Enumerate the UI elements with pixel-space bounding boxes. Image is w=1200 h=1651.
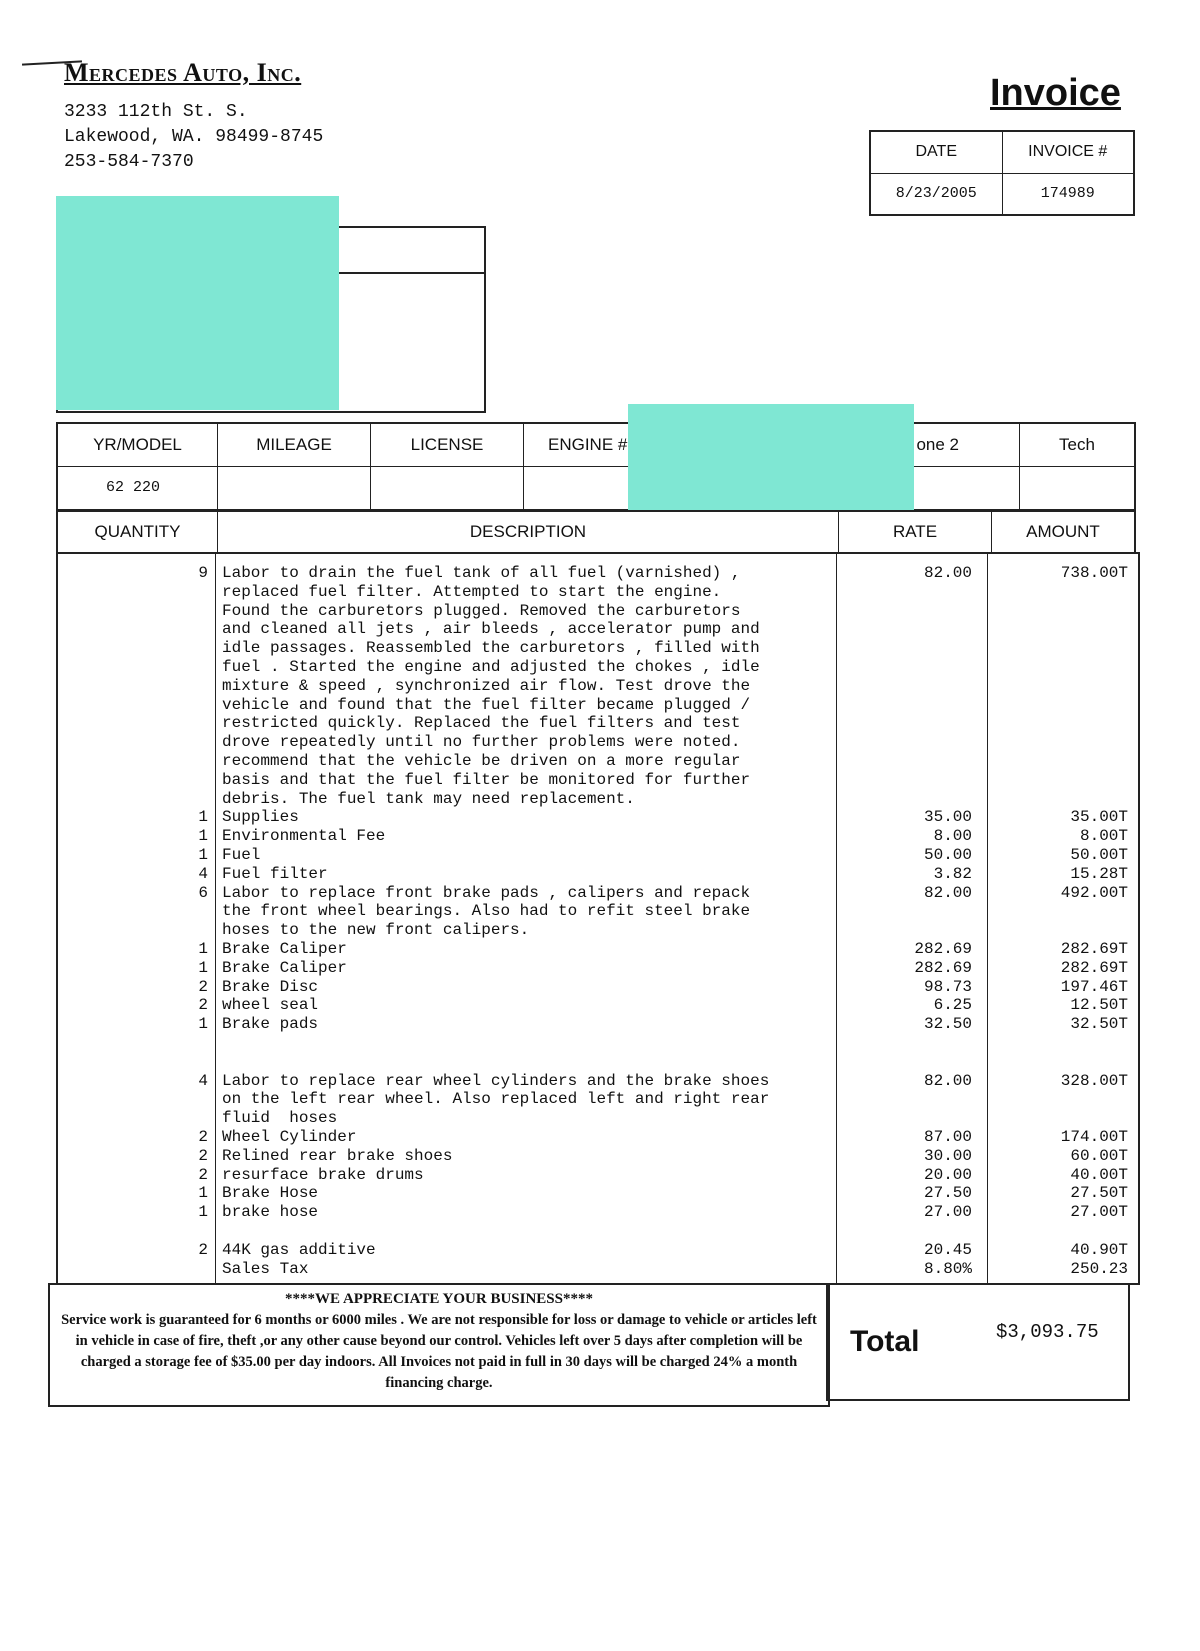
item-amount: 174.00T xyxy=(1060,1128,1128,1146)
date-label: DATE xyxy=(870,131,1002,173)
item-quantity: 2 xyxy=(198,1146,208,1165)
invoice-date: 8/23/2005 xyxy=(870,173,1002,215)
item-amount: 8.00T xyxy=(1079,827,1128,846)
item-description: Supplies xyxy=(222,808,299,827)
item-amount: 197.46T xyxy=(1060,977,1128,996)
item-description: Labor to replace rear wheel cylinders and the brake shoes on the left rear wheel. Also replaced left and right rear fluid hoses xyxy=(222,1071,770,1128)
item-quantity: 9 xyxy=(198,564,208,582)
item-quantity: 1 xyxy=(198,1184,208,1203)
vehicle-info-table xyxy=(56,422,1136,511)
item-rate: 3.82 xyxy=(933,864,972,883)
item-rate: 82.00 xyxy=(923,883,972,902)
vehicle-yr-model-value: 62 220 xyxy=(57,466,218,510)
address-line-1: 3233 112th St. S. xyxy=(64,102,248,122)
item-description: Brake Disc xyxy=(222,977,319,996)
address-line-2: Lakewood, WA. 98499-8745 xyxy=(64,127,324,147)
total-box xyxy=(826,1283,1130,1401)
item-rate: 30.00 xyxy=(923,1146,972,1165)
item-amount: 282.69T xyxy=(1060,958,1128,977)
item-amount: 27.00T xyxy=(1070,1203,1128,1222)
item-amount: 250.23 xyxy=(1070,1259,1128,1278)
vehicle-header-engine: ENGINE # xyxy=(524,423,700,466)
item-description: Brake Caliper xyxy=(222,940,347,958)
item-description: Brake pads xyxy=(222,1015,319,1034)
item-description: Labor to drain the fuel tank of all fuel (varnished) , replaced fuel filter. Attempted to start the engine. Found the carburetors plugged. Removed the carburetors and cleaned all jets , air bleeds , accelerator pump and idle passages. Reassembled the carburetors , filled with fuel . Started the engine and adjusted the chokes , idle mixture & speed , synchronized air flow. Test drove the vehicle and found that the fuel filter became plugged / restricted quickly. Replaced the fuel filters and test drove repeatedly until no further problems were noted. recommend that the vehicle be driven on a more regular basis and that the fuel filter be monitored for further debris. The fuel tank may need replacement. xyxy=(222,564,760,808)
invoice-number: 174989 xyxy=(1002,173,1134,215)
total-label: Total xyxy=(850,1325,920,1358)
item-rate: 82.00 xyxy=(923,1071,972,1090)
item-quantity: 1 xyxy=(198,940,208,958)
item-rate: 20.45 xyxy=(923,1240,972,1259)
thanks-message: ****WE APPRECIATE YOUR BUSINESS**** xyxy=(285,1291,593,1307)
item-description: Fuel filter xyxy=(222,864,328,883)
item-rate: 8.80% xyxy=(923,1259,972,1278)
item-description: Environmental Fee xyxy=(222,827,386,846)
invoice-date-number-table xyxy=(869,130,1135,216)
item-quantity: 4 xyxy=(198,864,208,883)
item-description: Wheel Cylinder xyxy=(222,1128,357,1146)
item-amount: 60.00T xyxy=(1070,1146,1128,1165)
column-divider xyxy=(215,554,216,1283)
item-amount: 40.00T xyxy=(1070,1165,1128,1184)
item-description: Relined rear brake shoes xyxy=(222,1146,453,1165)
item-rate: 27.50 xyxy=(923,1184,972,1203)
item-quantity: 2 xyxy=(198,1128,208,1146)
invoice-title: Invoice xyxy=(990,72,1121,114)
item-amount: 35.00T xyxy=(1070,808,1128,827)
items-header xyxy=(56,510,1136,554)
header-description: DESCRIPTION xyxy=(218,511,839,553)
item-description: Brake Hose xyxy=(222,1184,319,1203)
item-quantity: 1 xyxy=(198,808,208,827)
redaction-block xyxy=(628,404,914,512)
vehicle-header-mileage: MILEAGE xyxy=(218,423,371,466)
header-quantity: QUANTITY xyxy=(57,511,218,553)
item-quantity: 1 xyxy=(198,827,208,846)
item-rate: 6.25 xyxy=(933,996,972,1015)
item-amount: 492.00T xyxy=(1060,883,1128,902)
item-quantity: 1 xyxy=(198,846,208,864)
item-description: 44K gas additive xyxy=(222,1240,376,1259)
header-rate: RATE xyxy=(839,511,992,553)
company-name: Mercedes Auto, Inc. xyxy=(64,58,302,87)
vehicle-header-phone-2: one 2 xyxy=(700,423,1020,466)
vehicle-header-yr-model: YR/MODEL xyxy=(57,423,218,466)
item-rate: 50.00 xyxy=(923,846,972,864)
item-amount: 15.28T xyxy=(1070,864,1128,883)
item-rate: 8.00 xyxy=(933,827,972,846)
redaction-block xyxy=(56,196,339,410)
item-rate: 87.00 xyxy=(923,1128,972,1146)
item-description: Brake Caliper xyxy=(222,958,347,977)
total-value: $3,093.75 xyxy=(996,1321,1099,1343)
company-phone: 253-584-7370 xyxy=(64,152,194,172)
item-quantity: 4 xyxy=(198,1071,208,1090)
item-description: Sales Tax xyxy=(222,1259,309,1278)
company-address xyxy=(64,100,323,175)
item-rate: 282.69 xyxy=(914,958,972,977)
item-amount: 12.50T xyxy=(1070,996,1128,1015)
invoice-number-label: INVOICE # xyxy=(1002,131,1134,173)
item-description: resurface brake drums xyxy=(222,1165,424,1184)
item-quantity: 2 xyxy=(198,1240,208,1259)
vehicle-tech-value xyxy=(1020,466,1136,510)
item-rate: 27.00 xyxy=(923,1203,972,1222)
item-quantity: 1 xyxy=(198,1203,208,1222)
item-description: wheel seal xyxy=(222,996,319,1015)
item-quantity: 2 xyxy=(198,996,208,1015)
item-quantity: 1 xyxy=(198,958,208,977)
vehicle-license-value xyxy=(371,466,524,510)
item-description: Fuel xyxy=(222,846,261,864)
item-rate: 35.00 xyxy=(923,808,972,827)
vehicle-mileage-value xyxy=(218,466,371,510)
item-quantity: 1 xyxy=(198,1015,208,1034)
vehicle-header-tech: Tech xyxy=(1020,423,1136,466)
item-amount: 32.50T xyxy=(1070,1015,1128,1034)
item-rate: 20.00 xyxy=(923,1165,972,1184)
item-rate: 32.50 xyxy=(923,1015,972,1034)
header-amount: AMOUNT xyxy=(992,511,1136,553)
item-rate: 82.00 xyxy=(923,564,972,582)
item-quantity: 2 xyxy=(198,977,208,996)
item-amount: 328.00T xyxy=(1060,1071,1128,1090)
item-description: Labor to replace front brake pads , calipers and repack the front wheel bearings. Also had to refit steel brake hoses to the new front calipers. xyxy=(222,883,751,940)
column-divider xyxy=(836,554,837,1283)
item-amount: 27.50T xyxy=(1070,1184,1128,1203)
item-rate: 98.73 xyxy=(923,977,972,996)
item-amount: 282.69T xyxy=(1060,940,1128,958)
terms-text: Service work is guaranteed for 6 months or 6000 miles . We are not responsible for loss or damage to vehicle or articles left in vehicle in case of fire, theft ,or any other cause beyond our control. Vehicles left over 5 days after completion will be charged a storage fee of $35.00 per day indoors. All Invoices not paid in full in 30 days will be charged 24% a month financing charge. xyxy=(61,1312,817,1391)
terms-box xyxy=(48,1283,830,1407)
item-amount: 738.00T xyxy=(1060,564,1128,582)
item-quantity: 2 xyxy=(198,1165,208,1184)
item-rate: 282.69 xyxy=(914,940,972,958)
item-amount: 50.00T xyxy=(1070,846,1128,864)
item-amount: 40.90T xyxy=(1070,1240,1128,1259)
item-description: brake hose xyxy=(222,1203,319,1222)
vehicle-header-license: LICENSE xyxy=(371,423,524,466)
line-items-body xyxy=(56,552,1140,1285)
item-quantity: 6 xyxy=(198,883,208,902)
